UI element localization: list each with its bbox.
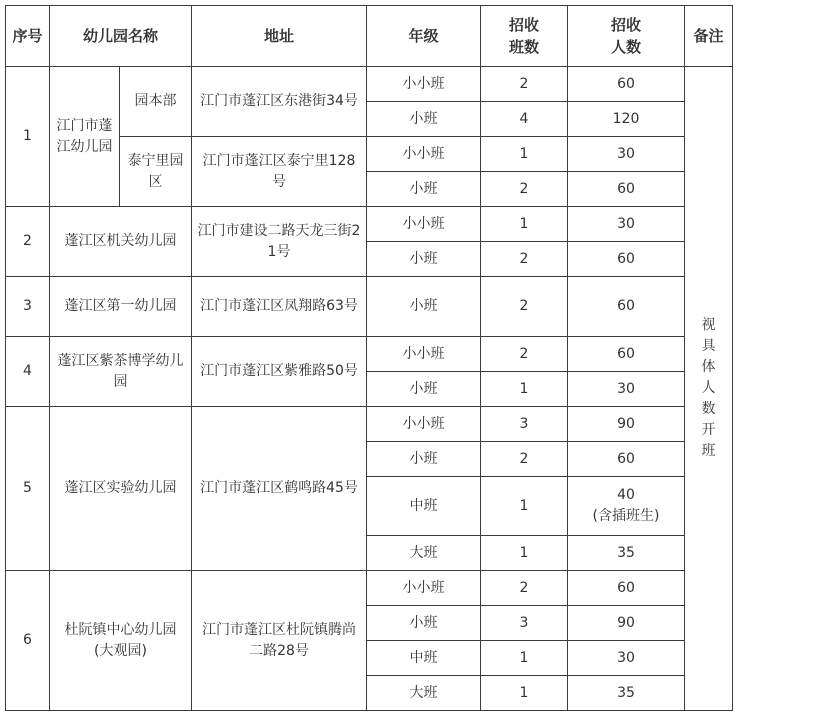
campus-name: 泰宁里园区 [120,137,192,207]
grade-cell: 小小班 [367,67,481,102]
classes-cell: 1 [481,676,568,711]
header-address: 地址 [192,6,367,67]
row-number: 2 [6,207,50,277]
row-number: 5 [6,407,50,571]
classes-cell: 1 [481,477,568,536]
school-name: 蓬江区机关幼儿园 [50,207,192,277]
people-cell: 60 [568,337,685,372]
grade-cell: 小班 [367,242,481,277]
people-cell: 30 [568,137,685,172]
table-row [6,207,733,242]
school-name: 蓬江区实验幼儿园 [50,407,192,571]
row-number: 6 [6,571,50,711]
header-row [6,6,733,67]
people-cell: 60 [568,242,685,277]
school-name [50,571,192,711]
people-cell: 90 [568,606,685,641]
row-number: 3 [6,277,50,337]
row-number: 4 [6,337,50,407]
people-cell: 60 [568,172,685,207]
people-cell: 30 [568,372,685,407]
classes-cell: 2 [481,172,568,207]
grade-cell: 大班 [367,676,481,711]
people-cell: 120 [568,102,685,137]
grade-cell: 小班 [367,372,481,407]
school-name-sub: (大观园) [94,642,147,659]
people-value: 40 [617,487,635,503]
grade-cell: 小小班 [367,137,481,172]
grade-cell: 小班 [367,277,481,337]
school-address: 江门市蓬江区杜阮镇腾尚二路28号 [192,571,367,711]
school-address: 江门市蓬江区鹤鸣路45号 [192,407,367,571]
row-number: 1 [6,67,50,207]
people-cell: 60 [568,571,685,606]
school-name: 蓬江区第一幼儿园 [50,277,192,337]
people-cell [568,477,685,536]
classes-cell: 4 [481,102,568,137]
classes-cell: 2 [481,442,568,477]
grade-cell: 小班 [367,102,481,137]
classes-cell: 1 [481,536,568,571]
school-name: 蓬江区紫茶博学幼儿园 [50,337,192,407]
classes-cell: 3 [481,606,568,641]
header-grade: 年级 [367,6,481,67]
people-cell: 90 [568,407,685,442]
grade-cell: 小小班 [367,207,481,242]
school-address: 江门市蓬江区凤翔路63号 [192,277,367,337]
grade-cell: 小小班 [367,407,481,442]
table-row [6,337,733,372]
people-cell: 35 [568,676,685,711]
header-note: 备注 [685,6,733,67]
header-no: 序号 [6,6,50,67]
school-name: 江门市蓬江幼儿园 [50,67,120,207]
people-cell: 35 [568,536,685,571]
people-cell: 60 [568,277,685,337]
people-cell: 30 [568,641,685,676]
classes-cell: 2 [481,242,568,277]
school-address: 江门市蓬江区东港街34号 [192,67,367,137]
grade-cell: 小小班 [367,337,481,372]
classes-cell: 2 [481,277,568,337]
table-row [6,67,733,102]
people-cell: 30 [568,207,685,242]
classes-cell: 2 [481,337,568,372]
classes-cell: 2 [481,67,568,102]
table-row [6,407,733,442]
people-cell: 60 [568,67,685,102]
grade-cell: 小小班 [367,571,481,606]
school-address: 江门市蓬江区紫雅路50号 [192,337,367,407]
classes-cell: 3 [481,407,568,442]
table-row [6,277,733,337]
people-cell: 60 [568,442,685,477]
school-address: 江门市蓬江区泰宁里128号 [192,137,367,207]
enrollment-table [5,5,733,711]
classes-cell: 2 [481,571,568,606]
people-note: (含插班生) [592,508,660,524]
classes-cell: 1 [481,641,568,676]
header-name: 幼儿园名称 [50,6,192,67]
table-row [6,571,733,606]
school-address: 江门市建设二路天龙三街21号 [192,207,367,277]
grade-cell: 小班 [367,606,481,641]
campus-name: 园本部 [120,67,192,137]
classes-cell: 1 [481,137,568,172]
school-name-main: 杜阮镇中心幼儿园 [64,621,177,638]
note-cell: 视具体人数开班 [685,67,733,711]
grade-cell: 大班 [367,536,481,571]
classes-cell: 1 [481,207,568,242]
classes-cell: 1 [481,372,568,407]
header-classes: 招收班数 [481,6,568,67]
grade-cell: 中班 [367,477,481,536]
header-people: 招收人数 [568,6,685,67]
grade-cell: 小班 [367,172,481,207]
grade-cell: 小班 [367,442,481,477]
grade-cell: 中班 [367,641,481,676]
